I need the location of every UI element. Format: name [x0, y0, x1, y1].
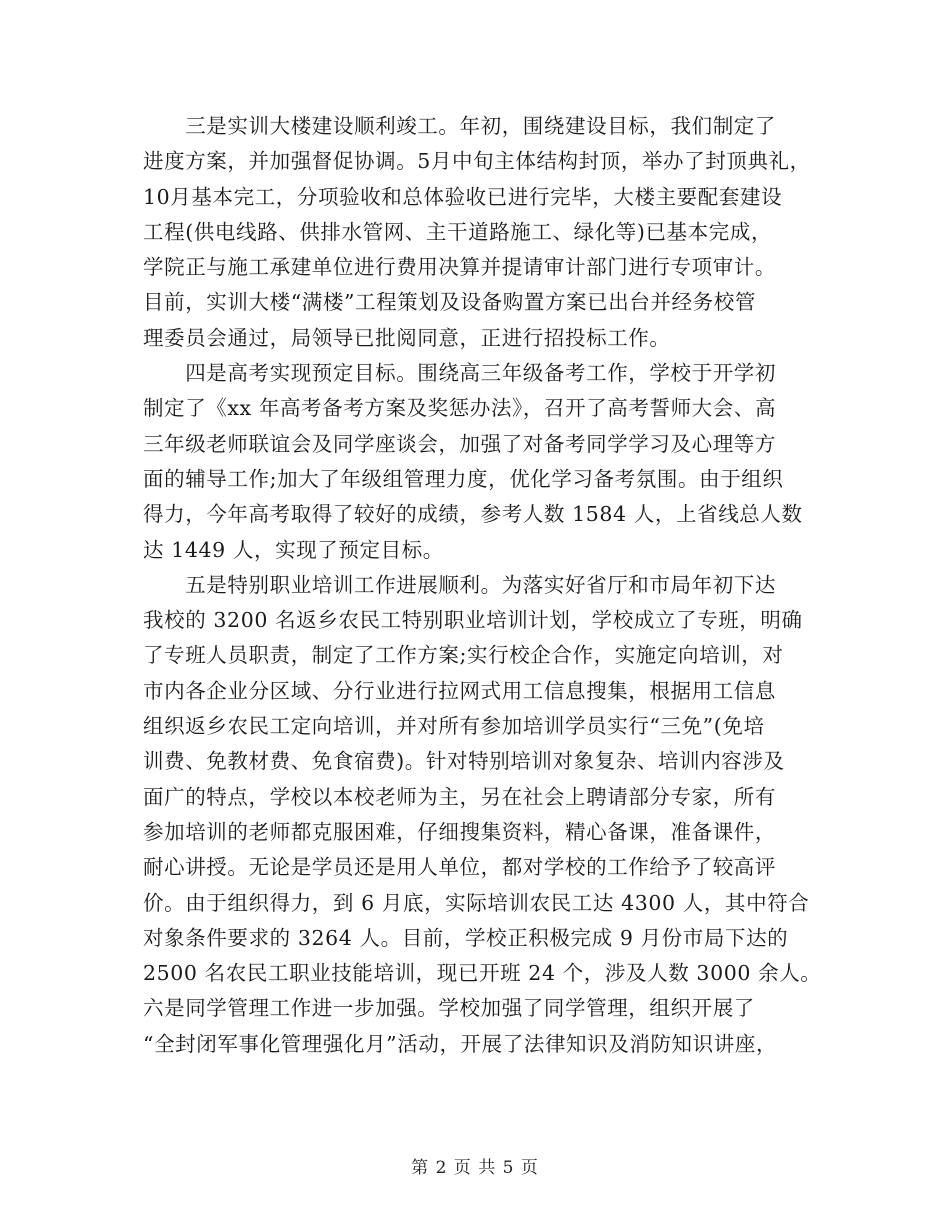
page-number-footer: 第 2 页 共 5 页	[411, 1158, 539, 1178]
text-line: 面的辅导工作;加大了年级组管理力度，优化学习备考氛围。由于组织	[143, 466, 784, 491]
text-line: 价。由于组织得力，到 6 月底，实际培训农民工达 4300 人，其中符合	[143, 890, 810, 915]
text-line: 组织返乡农民工定向培训，并对所有参加培训学员实行“三免”(免培	[143, 714, 765, 739]
text-line: 工程(供电线路、供排水管网、主干道路施工、绿化等)已基本完成，	[143, 219, 773, 244]
document-body	[143, 109, 822, 1062]
text-line: 达 1449 人，实现了预定目标。	[143, 537, 444, 562]
text-line: 制定了《xx 年高考备考方案及奖惩办法》，召开了高考誓师大会、高	[143, 396, 777, 421]
text-line: 市内各企业分区域、分行业进行拉网式用工信息搜集，根据用工信息	[143, 678, 776, 703]
text-line: 学院正与施工承建单位进行费用决算并提请审计部门进行专项审计。	[143, 255, 776, 280]
text-line: 进度方案，并加强督促协调。5月中旬主体结构封顶，举办了封顶典礼，	[143, 149, 811, 174]
text-line: 耐心讲授。无论是学员还是用人单位，都对学校的工作给予了较高评	[143, 855, 776, 880]
text-line: 我校的 3200 名返乡农民工特别职业培训计划，学校成立了专班，明确	[143, 608, 803, 633]
text-line: 了专班人员职责，制定了工作方案;实行校企合作，实施定向培训，对	[143, 643, 784, 668]
text-line: 六是同学管理工作进一步加强。学校加强了同学管理，组织开展了	[143, 996, 755, 1021]
text-line: 四是高考实现预定目标。围绕高三年级备考工作，学校于开学初	[143, 361, 776, 386]
text-line: 三年级老师联谊会及同学座谈会，加强了对备考同学学习及心理等方	[143, 431, 776, 456]
text-line: 10月基本完工，分项验收和总体验收已进行完毕，大楼主要配套建设	[143, 184, 783, 209]
text-line: 目前，实训大楼“满楼”工程策划及设备购置方案已出台并经务校管	[143, 290, 756, 315]
text-line: 理委员会通过，局领导已批阅同意，正进行招投标工作。	[143, 325, 671, 350]
text-line: 五是特别职业培训工作进展顺利。为落实好省厅和市局年初下达	[143, 572, 776, 597]
text-line: 对象条件要求的 3264 人。目前，学校正积极完成 9 月份市局下达的	[143, 925, 789, 950]
text-line: 训费、免教材费、免食宿费)。针对特别培训对象复杂、培训内容涉及	[143, 749, 785, 774]
text-line: 面广的特点，学校以本校老师为主，另在社会上聘请部分专家，所有	[143, 784, 776, 809]
text-line: 2500 名农民工职业技能培训，现已开班 24 个，涉及人数 3000 余人。	[143, 961, 822, 986]
text-line: 参加培训的老师都克服困难，仔细搜集资料，精心备课，准备课件，	[143, 819, 776, 844]
text-line: 三是实训大楼建设顺利竣工。年初，围绕建设目标，我们制定了	[143, 114, 776, 138]
text-line: 得力，今年高考取得了较好的成绩，参考人数 1584 人，上省线总人数	[143, 502, 803, 527]
text-line: “全封闭军事化管理强化月”活动，开展了法律知识及消防知识讲座，	[143, 1031, 778, 1056]
